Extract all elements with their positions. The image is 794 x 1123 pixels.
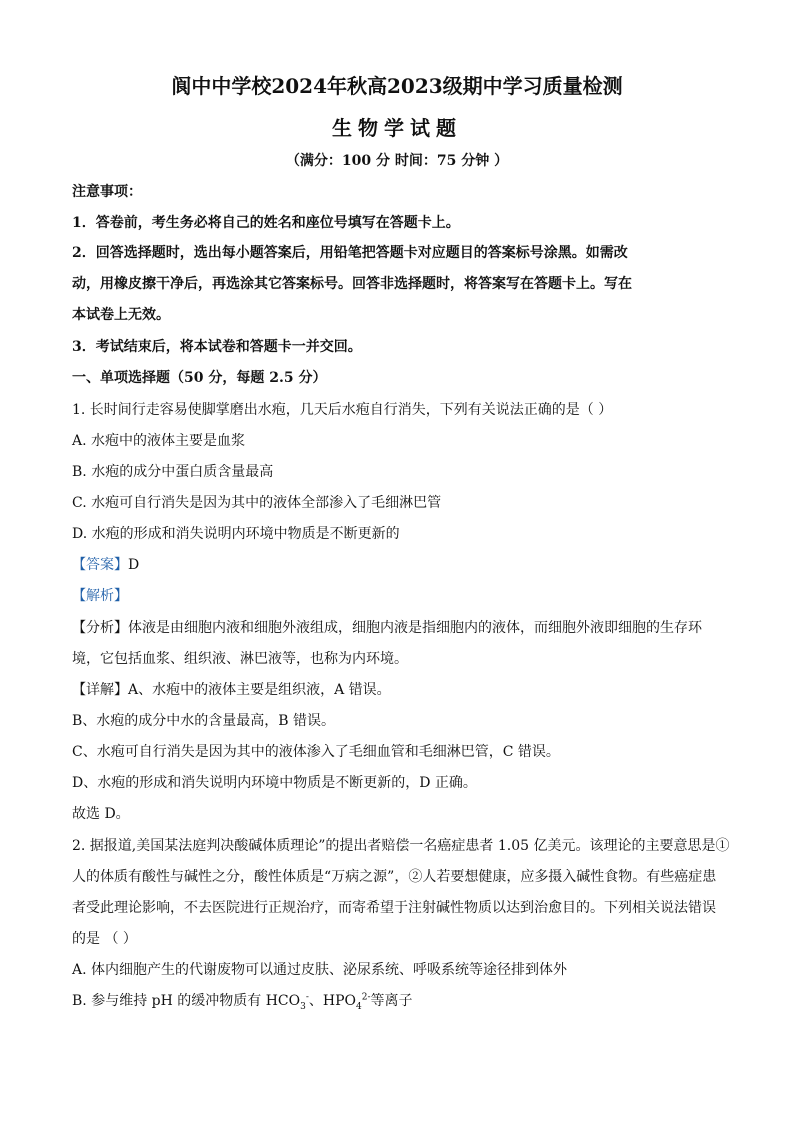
- xiangjie-a-text: A、水疱中的液体主要是组织液，A 错误。: [128, 682, 391, 698]
- q1-analysis: [72, 586, 722, 606]
- notes-heading: 注意事项：: [72, 184, 142, 200]
- q2-option-b-sub-1: 3: [300, 1001, 306, 1012]
- notes-item-2-line-2: 动，用橡皮擦干净后，再选涂其它答案标号。回答非选择题时，将答案写在答题卡上。写在: [72, 276, 632, 292]
- section-heading: 一、单项选择题（50 分，每题 2.5 分）: [72, 370, 327, 386]
- answer-value: D: [128, 557, 140, 573]
- q1-option-d: D. 水疱的形成和消失说明内环境中物质是不断更新的: [72, 526, 400, 542]
- q2-option-b-suffix: 等离子: [370, 993, 413, 1009]
- page-subtitle: 生物学试题: [332, 116, 462, 140]
- q1-stem: 1. 长时间行走容易使脚掌磨出水疱，几天后水疱自行消失，下列有关说法正确的是（ ）: [72, 402, 613, 418]
- analysis-tag: 【解析】: [72, 588, 128, 604]
- q2-option-b: [72, 991, 722, 1011]
- q1-option-c: C. 水疱可自行消失是因为其中的液体全部渗入了毛细淋巴管: [72, 495, 442, 511]
- q1-answer: [72, 555, 722, 575]
- fenxi-text-1: 体液是由细胞内液和细胞外液组成，细胞内液是指细胞内的液体，而细胞外液即细胞的生存环: [128, 620, 702, 636]
- q2-stem-line-1: 2. 据报道,美国某法庭判决酸碱体质理论”的提出者赔偿一名癌症患者 1.05 亿美元。该理论的主要意思是①: [72, 838, 730, 854]
- q1-xiangjie-a: [72, 680, 722, 700]
- notes-item-2-line-1: 2．回答选择题时，选出每小题答案后，用铅笔把答题卡对应题目的答案标号涂黑。如需改: [72, 245, 628, 261]
- q1-option-b: B. 水疱的成分中蛋白质含量最高: [72, 464, 274, 480]
- q2-option-b-sup-1: -: [305, 992, 309, 1003]
- fenxi-tag: 【分析】: [72, 620, 128, 636]
- q2-option-a: A. 体内细胞产生的代谢废物可以通过皮肤、泌尿系统、呼吸系统等途径排到体外: [72, 962, 568, 978]
- q1-fenxi-line-2: 境，它包括血浆、组织液、淋巴液等，也称为内环境。: [72, 651, 408, 667]
- q1-xiangjie-b: B、水疱的成分中水的含量最高，B 错误。: [72, 713, 336, 729]
- q1-option-a: A. 水疱中的液体主要是血浆: [72, 433, 246, 449]
- notes-item-3: 3．考试结束后，将本试卷和答题卡一并交回。: [72, 339, 362, 355]
- q1-xiangjie-d: D、水疱的形成和消失说明内环境中物质是不断更新的，D 正确。: [72, 775, 477, 791]
- q2-option-b-mid: 、HPO: [308, 993, 356, 1009]
- page-title: 阆中中学校2024年秋高2023级期中学习质量检测: [171, 74, 623, 98]
- q2-stem-line-3: 者受此理论影响，不去医院进行正规治疗，而寄希望于注射碱性物质以达到治愈目的。下列相关说法错误: [72, 900, 716, 916]
- q1-fenxi-line-1: [72, 618, 722, 638]
- q1-xiangjie-c: C、水疱可自行消失是因为其中的液体渗入了毛细血管和毛细淋巴管，C 错误。: [72, 744, 560, 760]
- exam-meta: （满分：100 分 时间：75 分钟 ）: [285, 153, 509, 169]
- xiangjie-tag: 【详解】: [72, 682, 128, 698]
- q2-stem-line-4: 的是 （ ）: [72, 931, 137, 947]
- notes-item-1: 1．答卷前，考生务必将自己的姓名和座位号填写在答题卡上。: [72, 215, 460, 231]
- q1-conclusion: 故选 D。: [72, 806, 130, 822]
- q2-stem-line-2: 人的体质有酸性与碱性之分，酸性体质是“万病之源”，②人若要想健康，应多摄入碱性食物。有些癌症患: [72, 869, 717, 885]
- q2-option-b-sup-2: 2-: [361, 992, 371, 1003]
- notes-item-2-line-3: 本试卷上无效。: [72, 307, 170, 323]
- q2-option-b-sub-2: 4: [356, 1001, 362, 1012]
- answer-tag: 【答案】: [72, 557, 128, 573]
- q2-option-b-prefix: B. 参与维持 pH 的缓冲物质有 HCO: [72, 993, 301, 1009]
